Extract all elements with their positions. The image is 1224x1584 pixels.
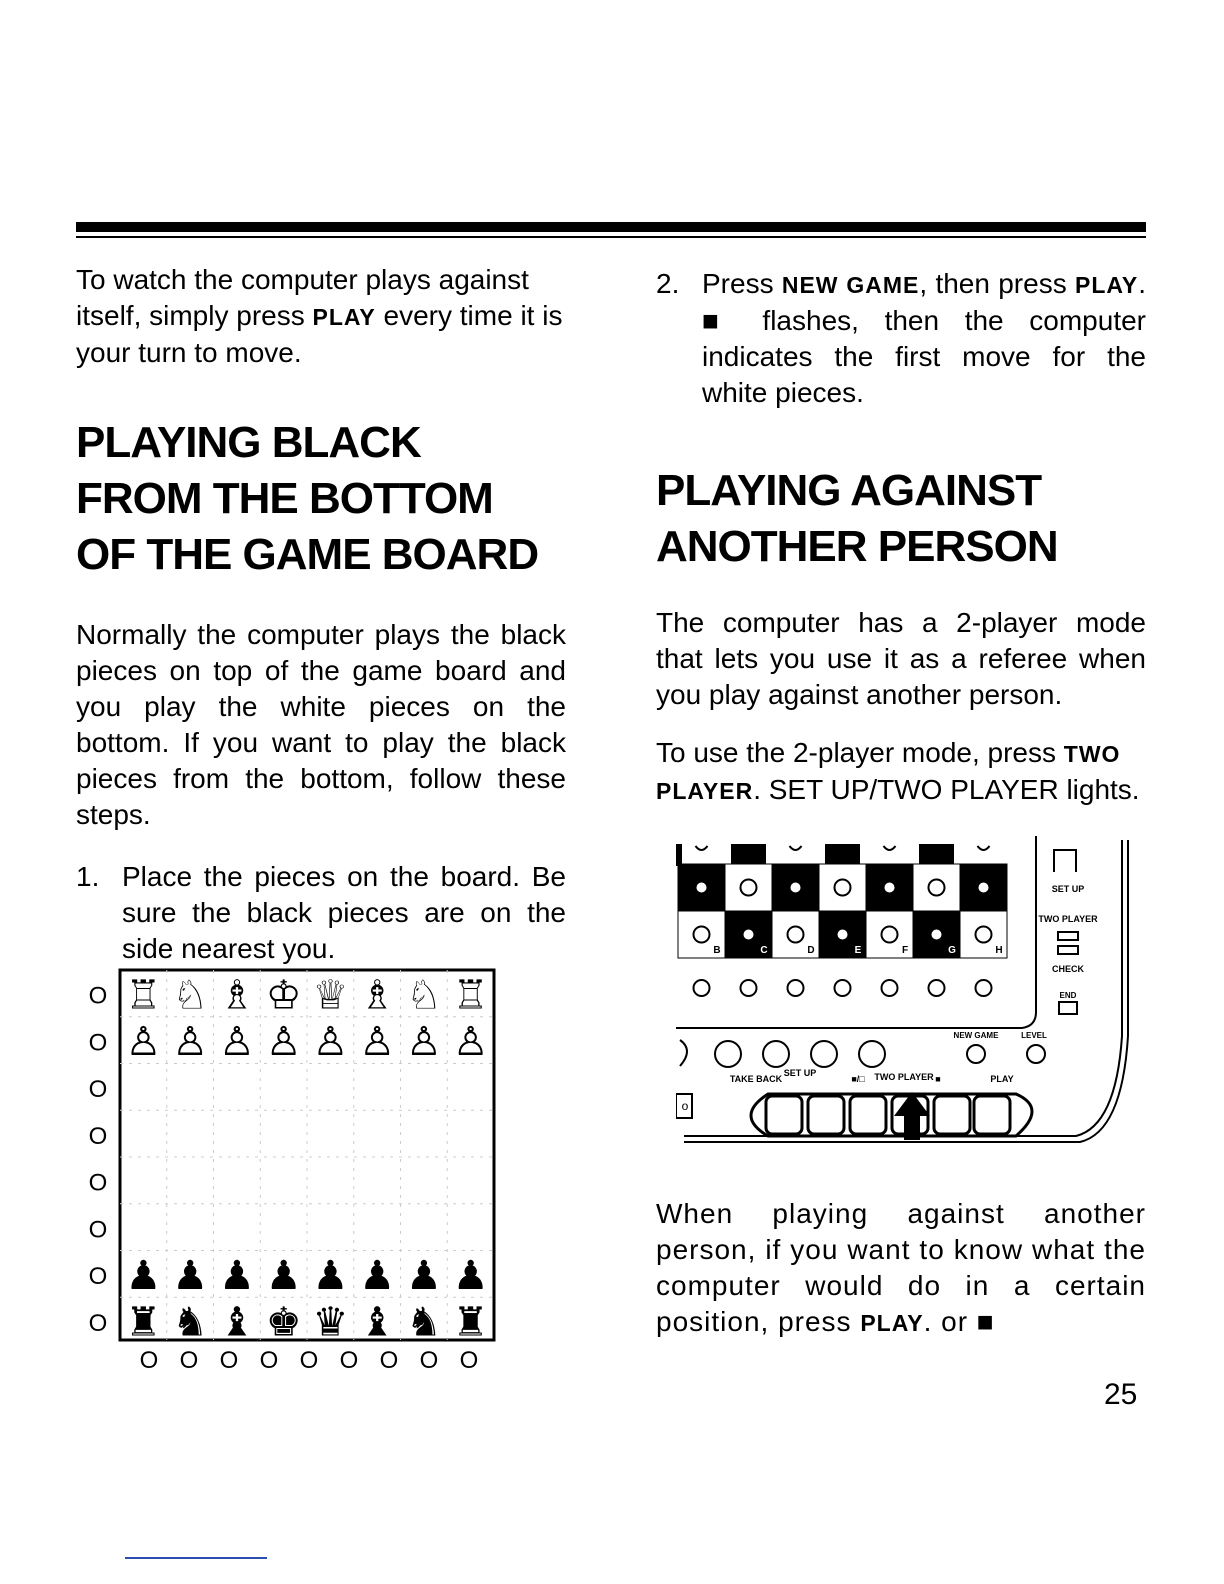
- rank-marker: O: [88, 1169, 108, 1197]
- black-pawn: ♟: [405, 1252, 442, 1299]
- black-pawn: ♟: [452, 1252, 489, 1299]
- board-square-dark: [731, 844, 766, 864]
- board-square-light: [913, 864, 960, 911]
- black-pawn: ♟: [125, 1252, 162, 1299]
- white-piece: ♖: [452, 972, 489, 1019]
- end-side-label: END: [1059, 991, 1077, 1000]
- file-marker: O: [259, 1347, 279, 1374]
- file-label: F: [901, 945, 909, 956]
- file-led: [741, 980, 757, 996]
- black-pawn: ♟: [359, 1252, 396, 1299]
- file-marker: O: [419, 1347, 439, 1374]
- right-column: [656, 258, 1146, 809]
- when-playing-paragraph: When playing against another person, if you want to know what the computer would do in a certain position, press PLAY. or ■: [656, 1198, 1146, 1337]
- steps-list: [76, 859, 566, 967]
- rank-marker: O: [88, 1309, 108, 1337]
- file-led: [788, 980, 804, 996]
- file-led: [694, 980, 710, 996]
- black-pawn: ♟: [265, 1252, 302, 1299]
- file-label: D: [807, 945, 815, 956]
- rank-marker: O: [88, 1122, 108, 1150]
- black-piece: ♜: [452, 1299, 489, 1346]
- twoplayer-key-label: TWO PLAYER: [874, 1072, 934, 1082]
- twoplayer-side-label: TWO PLAYER: [1038, 914, 1098, 924]
- white-pawn: ♙: [265, 1019, 302, 1066]
- step-2: 2. Press NEW GAME, then press PLAY. ■ flashes, then the computer indicates the first move for the white pieces.: [656, 268, 1146, 408]
- white-pawn: ♙: [359, 1019, 396, 1066]
- black-piece: ♛: [312, 1299, 349, 1346]
- normally-paragraph: Normally the computer plays the black pieces on top of the game board and you play the white pieces on the bottom. If you want to play the black pieces from the bottom, follow these steps.: [76, 619, 566, 830]
- black-piece: ♜: [125, 1299, 162, 1346]
- board-square-light: [819, 864, 866, 911]
- file-marker: O: [219, 1347, 239, 1374]
- keypad-illustration: [676, 836, 1136, 1184]
- white-piece: ♘: [172, 972, 209, 1019]
- top-rule-thin: [76, 236, 1146, 238]
- file-marker: O: [339, 1347, 359, 1374]
- file-marker: O: [179, 1347, 199, 1374]
- white-pawn: ♙: [172, 1019, 209, 1066]
- piece-key: [934, 1096, 970, 1134]
- piece-key: [974, 1096, 1010, 1134]
- takeback-label: TAKE BACK: [729, 1074, 783, 1084]
- white-pawn: ♙: [312, 1019, 349, 1066]
- square-symbol-label: ■: [935, 1074, 941, 1084]
- chess-board-svg: [80, 968, 500, 1378]
- white-pawn: ♙: [405, 1019, 442, 1066]
- file-label: H: [995, 945, 1003, 956]
- white-piece: ♗: [218, 972, 255, 1019]
- file-label: B: [713, 945, 721, 956]
- board-edge: [676, 844, 682, 866]
- rank-marker: O: [88, 1263, 108, 1291]
- board-square-light: [725, 864, 772, 911]
- two-player-instructions: To use the 2-player mode, press TWO PLAYER. SET UP/TWO PLAYER lights.: [656, 737, 1140, 805]
- black-pawn: ♟: [218, 1252, 255, 1299]
- rank-marker: O: [88, 1216, 108, 1244]
- right-column-bottom: [656, 1196, 1146, 1341]
- side-indicator: [1059, 1002, 1077, 1014]
- black-piece: ♝: [218, 1299, 255, 1346]
- white-pawn: ♙: [452, 1019, 489, 1066]
- chess-board-illustration: [80, 968, 500, 1378]
- device-outline: [680, 1040, 687, 1066]
- file-label: E: [854, 945, 862, 956]
- keypad-svg: [676, 836, 1136, 1184]
- square-led: [885, 883, 895, 893]
- level-led: [1027, 1045, 1045, 1063]
- function-key: [859, 1041, 885, 1067]
- white-piece: ♔: [265, 972, 302, 1019]
- steps-list-continued: [656, 266, 1146, 411]
- check-side-label: CHECK: [1051, 964, 1085, 974]
- file-marker: O: [459, 1347, 479, 1374]
- newgame-led: [967, 1045, 985, 1063]
- rank-marker: O: [88, 1029, 108, 1057]
- black-piece: ♞: [405, 1299, 442, 1346]
- color-toggle-label: ■/□: [851, 1074, 865, 1084]
- device-marker: o: [681, 1099, 689, 1113]
- file-label: G: [948, 945, 956, 956]
- piece-key: [850, 1096, 886, 1134]
- heading-playing-against: PLAYING AGAINST ANOTHER PERSON: [656, 466, 1058, 571]
- board-square-dark: [825, 844, 860, 864]
- square-led: [978, 846, 990, 850]
- page-number: 25: [1104, 1378, 1138, 1411]
- step-1: 1. Place the pieces on the board. Be sure the black pieces are on the side nearest you.: [76, 861, 566, 964]
- rank-marker: O: [88, 1076, 108, 1104]
- white-pawn: ♙: [218, 1019, 255, 1066]
- piece-key: [808, 1096, 844, 1134]
- rank-marker: O: [88, 982, 108, 1010]
- function-key: [715, 1041, 741, 1067]
- level-label: LEVEL: [1021, 1031, 1047, 1040]
- bottom-mark: [125, 1557, 267, 1559]
- function-key: [811, 1041, 837, 1067]
- square-led: [696, 846, 708, 850]
- square-led: [932, 930, 942, 940]
- file-marker: O: [379, 1347, 399, 1374]
- square-led: [979, 883, 989, 893]
- square-led: [697, 883, 707, 893]
- black-piece: ♞: [172, 1299, 209, 1346]
- square-led: [790, 846, 802, 850]
- piece-key: [766, 1096, 802, 1134]
- side-indicator: [1058, 946, 1078, 954]
- board-square-dark: [919, 844, 954, 864]
- black-piece: ♝: [359, 1299, 396, 1346]
- file-led: [882, 980, 898, 996]
- two-player-paragraph: The computer has a 2-player mode that lets you use it as a referee when you play against another person.: [656, 607, 1146, 710]
- panel-tab: [1054, 850, 1076, 872]
- function-key: [763, 1041, 789, 1067]
- white-piece: ♖: [125, 972, 162, 1019]
- black-piece: ♚: [265, 1299, 302, 1346]
- square-led: [791, 883, 801, 893]
- white-piece: ♘: [405, 972, 442, 1019]
- black-pawn: ♟: [312, 1252, 349, 1299]
- newgame-label: NEW GAME: [953, 1031, 999, 1040]
- file-led: [835, 980, 851, 996]
- top-rule-thick: [76, 222, 1146, 232]
- black-pawn: ♟: [172, 1252, 209, 1299]
- square-led: [884, 846, 896, 850]
- side-indicator: [1058, 932, 1078, 940]
- left-column: [76, 258, 566, 967]
- file-led: [929, 980, 945, 996]
- white-pawn: ♙: [125, 1019, 162, 1066]
- square-led: [838, 930, 848, 940]
- white-piece: ♗: [359, 972, 396, 1019]
- setup-key-label: SET UP: [783, 1068, 817, 1078]
- file-marker: O: [299, 1347, 319, 1374]
- square-led: [744, 930, 754, 940]
- file-label: C: [760, 945, 768, 956]
- file-marker: O: [139, 1347, 159, 1374]
- heading-playing-black: PLAYING BLACK FROM THE BOTTOM OF THE GAME BOARD: [76, 418, 539, 579]
- play-key-label: PLAY: [990, 1074, 1014, 1084]
- setup-side-label: SET UP: [1051, 884, 1085, 894]
- white-piece: ♕: [312, 972, 349, 1019]
- intro-paragraph: To watch the computer plays against itself, simply press PLAY every time it is your turn to move.: [76, 264, 563, 368]
- file-led: [976, 980, 992, 996]
